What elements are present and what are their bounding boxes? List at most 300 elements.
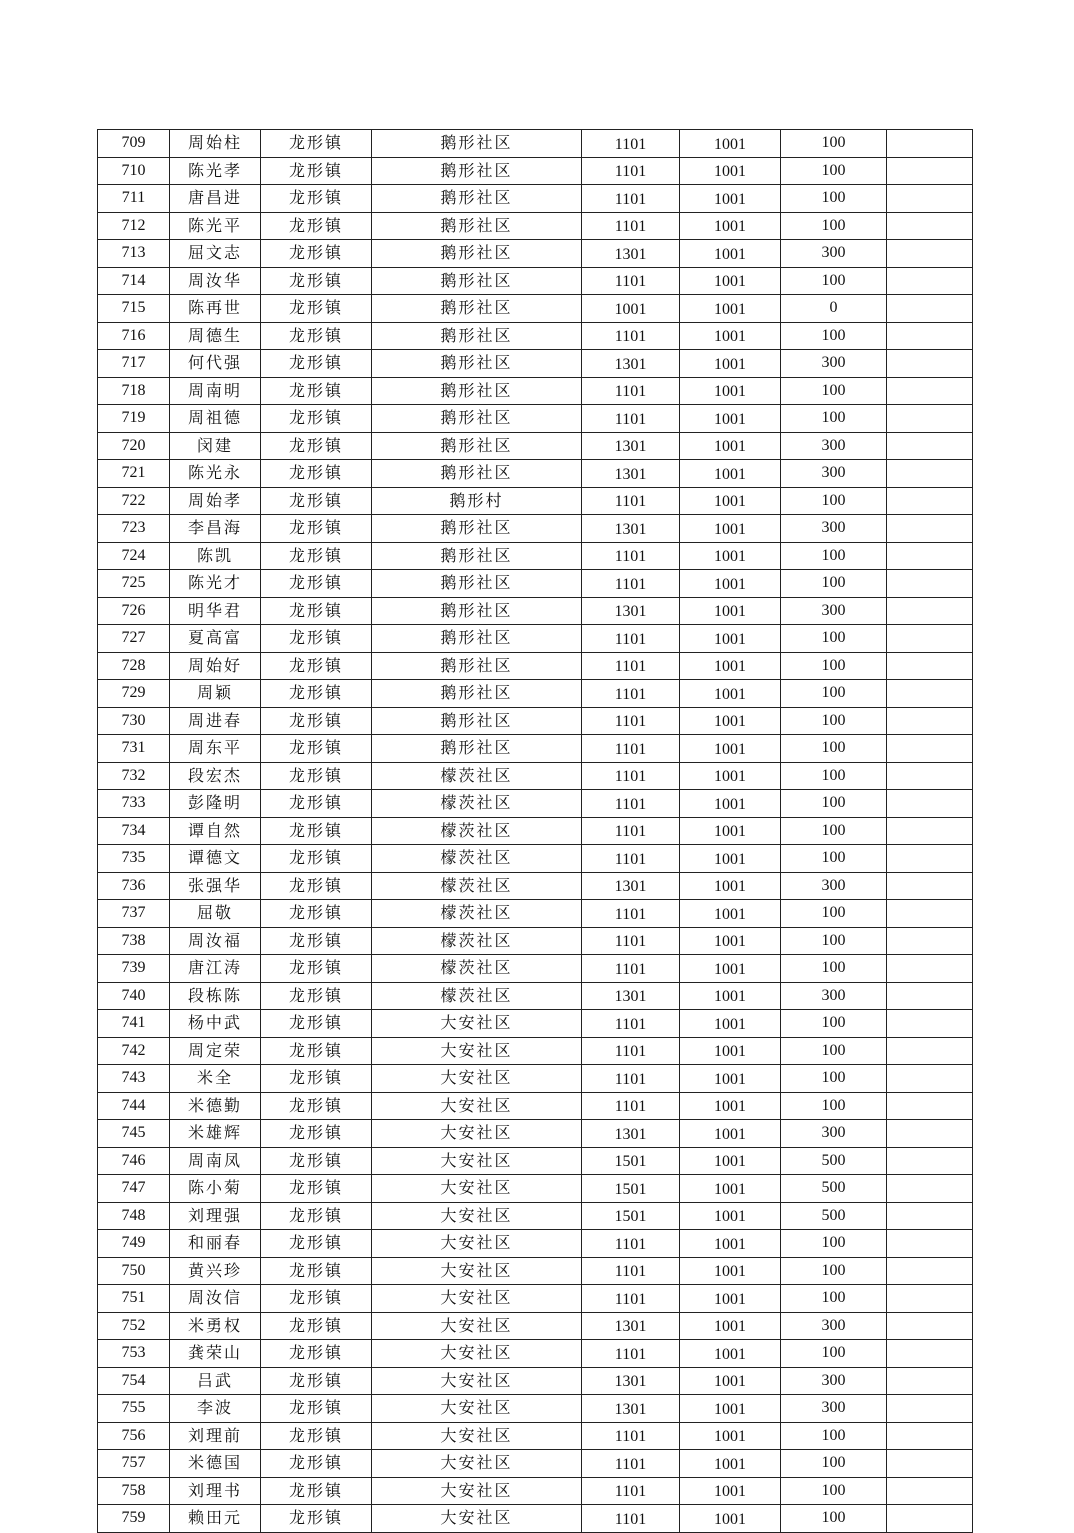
code-a-cell: 1301 — [582, 597, 680, 625]
code-a-cell: 1101 — [582, 1285, 680, 1313]
community-cell: 鹅形社区 — [372, 322, 582, 350]
person-name-cell: 彭隆明 — [170, 790, 261, 818]
table-row — [98, 1422, 973, 1450]
community-cell: 檬茨社区 — [372, 762, 582, 790]
code-b-cell: 1001 — [680, 597, 781, 625]
remark-cell — [887, 817, 973, 845]
person-name-cell: 米勇权 — [170, 1312, 261, 1340]
amount-cell: 100 — [781, 570, 887, 598]
code-a-cell: 1101 — [582, 1340, 680, 1368]
table-row — [98, 1257, 973, 1285]
row-number-cell: 741 — [98, 1010, 170, 1038]
row-number-cell: 731 — [98, 735, 170, 763]
table-row — [98, 927, 973, 955]
person-name-cell: 刘理强 — [170, 1202, 261, 1230]
amount-cell: 100 — [781, 762, 887, 790]
remark-cell — [887, 652, 973, 680]
amount-cell: 100 — [781, 817, 887, 845]
town-cell: 龙形镇 — [261, 542, 372, 570]
person-name-cell: 龚荣山 — [170, 1340, 261, 1368]
code-b-cell: 1001 — [680, 377, 781, 405]
remark-cell — [887, 1422, 973, 1450]
amount-cell: 100 — [781, 900, 887, 928]
remark-cell — [887, 1367, 973, 1395]
code-a-cell: 1501 — [582, 1202, 680, 1230]
amount-cell: 100 — [781, 1092, 887, 1120]
amount-cell: 100 — [781, 267, 887, 295]
code-b-cell: 1001 — [680, 267, 781, 295]
amount-cell: 300 — [781, 460, 887, 488]
code-b-cell: 1001 — [680, 1010, 781, 1038]
code-a-cell: 1101 — [582, 680, 680, 708]
row-number-cell: 721 — [98, 460, 170, 488]
person-name-cell: 谭自然 — [170, 817, 261, 845]
code-b-cell: 1001 — [680, 157, 781, 185]
code-b-cell: 1001 — [680, 1340, 781, 1368]
remark-cell — [887, 240, 973, 268]
amount-cell: 100 — [781, 652, 887, 680]
community-cell: 檬茨社区 — [372, 790, 582, 818]
code-b-cell: 1001 — [680, 322, 781, 350]
community-cell: 鹅形社区 — [372, 570, 582, 598]
code-b-cell: 1001 — [680, 680, 781, 708]
table-row — [98, 487, 973, 515]
code-a-cell: 1101 — [582, 267, 680, 295]
table-row — [98, 1395, 973, 1423]
code-b-cell: 1001 — [680, 515, 781, 543]
code-a-cell: 1301 — [582, 1367, 680, 1395]
amount-cell: 100 — [781, 680, 887, 708]
community-cell: 鹅形社区 — [372, 350, 582, 378]
code-a-cell: 1101 — [582, 570, 680, 598]
community-cell: 大安社区 — [372, 1175, 582, 1203]
remark-cell — [887, 597, 973, 625]
row-number-cell: 750 — [98, 1257, 170, 1285]
amount-cell: 100 — [781, 1340, 887, 1368]
person-name-cell: 米全 — [170, 1065, 261, 1093]
person-name-cell: 唐昌进 — [170, 185, 261, 213]
code-a-cell: 1101 — [582, 625, 680, 653]
town-cell: 龙形镇 — [261, 1065, 372, 1093]
person-name-cell: 赖田元 — [170, 1505, 261, 1533]
table-row — [98, 1010, 973, 1038]
code-b-cell: 1001 — [680, 625, 781, 653]
town-cell: 龙形镇 — [261, 570, 372, 598]
community-cell: 大安社区 — [372, 1367, 582, 1395]
code-a-cell: 1101 — [582, 1257, 680, 1285]
town-cell: 龙形镇 — [261, 295, 372, 323]
amount-cell: 300 — [781, 597, 887, 625]
code-b-cell: 1001 — [680, 1120, 781, 1148]
person-name-cell: 段栋陈 — [170, 982, 261, 1010]
table-row — [98, 130, 973, 158]
code-b-cell: 1001 — [680, 212, 781, 240]
community-cell: 鹅形社区 — [372, 130, 582, 158]
town-cell: 龙形镇 — [261, 625, 372, 653]
code-a-cell: 1301 — [582, 432, 680, 460]
row-number-cell: 752 — [98, 1312, 170, 1340]
person-name-cell: 周祖德 — [170, 405, 261, 433]
person-name-cell: 周汝福 — [170, 927, 261, 955]
person-name-cell: 周南凤 — [170, 1147, 261, 1175]
person-name-cell: 吕武 — [170, 1367, 261, 1395]
row-number-cell: 736 — [98, 872, 170, 900]
code-a-cell: 1101 — [582, 1010, 680, 1038]
table-row — [98, 1175, 973, 1203]
remark-cell — [887, 872, 973, 900]
code-a-cell: 1101 — [582, 735, 680, 763]
row-number-cell: 737 — [98, 900, 170, 928]
table-row — [98, 1065, 973, 1093]
remark-cell — [887, 322, 973, 350]
table-row — [98, 790, 973, 818]
community-cell: 大安社区 — [372, 1147, 582, 1175]
row-number-cell: 734 — [98, 817, 170, 845]
amount-cell: 100 — [781, 845, 887, 873]
remark-cell — [887, 1450, 973, 1478]
row-number-cell: 740 — [98, 982, 170, 1010]
code-b-cell: 1001 — [680, 295, 781, 323]
code-a-cell: 1101 — [582, 927, 680, 955]
code-b-cell: 1001 — [680, 1312, 781, 1340]
code-b-cell: 1001 — [680, 185, 781, 213]
person-name-cell: 陈小菊 — [170, 1175, 261, 1203]
row-number-cell: 751 — [98, 1285, 170, 1313]
remark-cell — [887, 1257, 973, 1285]
table-row — [98, 900, 973, 928]
town-cell: 龙形镇 — [261, 130, 372, 158]
town-cell: 龙形镇 — [261, 982, 372, 1010]
town-cell: 龙形镇 — [261, 762, 372, 790]
town-cell: 龙形镇 — [261, 872, 372, 900]
remark-cell — [887, 955, 973, 983]
town-cell: 龙形镇 — [261, 900, 372, 928]
town-cell: 龙形镇 — [261, 652, 372, 680]
code-b-cell: 1001 — [680, 542, 781, 570]
person-name-cell: 何代强 — [170, 350, 261, 378]
community-cell: 檬茨社区 — [372, 927, 582, 955]
code-b-cell: 1001 — [680, 487, 781, 515]
table-row — [98, 1120, 973, 1148]
code-b-cell: 1001 — [680, 982, 781, 1010]
table-row — [98, 240, 973, 268]
town-cell: 龙形镇 — [261, 1092, 372, 1120]
person-name-cell: 周定荣 — [170, 1037, 261, 1065]
row-number-cell: 710 — [98, 157, 170, 185]
community-cell: 大安社区 — [372, 1202, 582, 1230]
town-cell: 龙形镇 — [261, 157, 372, 185]
remark-cell — [887, 570, 973, 598]
person-name-cell: 陈凯 — [170, 542, 261, 570]
remark-cell — [887, 460, 973, 488]
table-row — [98, 1037, 973, 1065]
town-cell: 龙形镇 — [261, 597, 372, 625]
code-a-cell: 1101 — [582, 1477, 680, 1505]
code-a-cell: 1101 — [582, 487, 680, 515]
community-cell: 鹅形社区 — [372, 185, 582, 213]
table-row — [98, 515, 973, 543]
amount-cell: 300 — [781, 982, 887, 1010]
community-cell: 鹅形社区 — [372, 267, 582, 295]
town-cell: 龙形镇 — [261, 460, 372, 488]
person-name-cell: 周汝信 — [170, 1285, 261, 1313]
table-row — [98, 652, 973, 680]
community-cell: 鹅形社区 — [372, 460, 582, 488]
amount-cell: 100 — [781, 1505, 887, 1533]
code-a-cell: 1101 — [582, 542, 680, 570]
person-name-cell: 李昌海 — [170, 515, 261, 543]
code-b-cell: 1001 — [680, 1147, 781, 1175]
amount-cell: 100 — [781, 1065, 887, 1093]
amount-cell: 100 — [781, 1010, 887, 1038]
town-cell: 龙形镇 — [261, 1257, 372, 1285]
code-a-cell: 1301 — [582, 1312, 680, 1340]
code-a-cell: 1101 — [582, 955, 680, 983]
remark-cell — [887, 377, 973, 405]
remark-cell — [887, 900, 973, 928]
remark-cell — [887, 1010, 973, 1038]
table-row — [98, 295, 973, 323]
community-cell: 大安社区 — [372, 1395, 582, 1423]
code-a-cell: 1301 — [582, 460, 680, 488]
town-cell: 龙形镇 — [261, 817, 372, 845]
remark-cell — [887, 130, 973, 158]
table-row — [98, 432, 973, 460]
town-cell: 龙形镇 — [261, 487, 372, 515]
row-number-cell: 742 — [98, 1037, 170, 1065]
community-cell: 鹅形社区 — [372, 597, 582, 625]
remark-cell — [887, 1147, 973, 1175]
person-name-cell: 屈文志 — [170, 240, 261, 268]
code-a-cell: 1101 — [582, 707, 680, 735]
person-name-cell: 谭德文 — [170, 845, 261, 873]
row-number-cell: 727 — [98, 625, 170, 653]
community-cell: 鹅形社区 — [372, 432, 582, 460]
code-b-cell: 1001 — [680, 1395, 781, 1423]
remark-cell — [887, 1340, 973, 1368]
remark-cell — [887, 185, 973, 213]
amount-cell: 300 — [781, 1395, 887, 1423]
row-number-cell: 759 — [98, 1505, 170, 1533]
amount-cell: 100 — [781, 625, 887, 653]
town-cell: 龙形镇 — [261, 1120, 372, 1148]
person-name-cell: 陈光平 — [170, 212, 261, 240]
person-name-cell: 周颖 — [170, 680, 261, 708]
amount-cell: 100 — [781, 1285, 887, 1313]
amount-cell: 100 — [781, 212, 887, 240]
remark-cell — [887, 542, 973, 570]
remark-cell — [887, 735, 973, 763]
person-name-cell: 陈光才 — [170, 570, 261, 598]
community-cell: 大安社区 — [372, 1477, 582, 1505]
town-cell: 龙形镇 — [261, 377, 372, 405]
town-cell: 龙形镇 — [261, 1367, 372, 1395]
table-row — [98, 322, 973, 350]
remark-cell — [887, 515, 973, 543]
table-row — [98, 817, 973, 845]
table-row — [98, 597, 973, 625]
person-name-cell: 屈敬 — [170, 900, 261, 928]
person-name-cell: 米德国 — [170, 1450, 261, 1478]
town-cell: 龙形镇 — [261, 432, 372, 460]
code-b-cell: 1001 — [680, 1477, 781, 1505]
remark-cell — [887, 1230, 973, 1258]
person-name-cell: 周南明 — [170, 377, 261, 405]
code-b-cell: 1001 — [680, 1092, 781, 1120]
table-row — [98, 982, 973, 1010]
row-number-cell: 730 — [98, 707, 170, 735]
code-b-cell: 1001 — [680, 817, 781, 845]
person-name-cell: 陈光孝 — [170, 157, 261, 185]
table-row — [98, 377, 973, 405]
community-cell: 大安社区 — [372, 1092, 582, 1120]
row-number-cell: 719 — [98, 405, 170, 433]
code-b-cell: 1001 — [680, 927, 781, 955]
code-b-cell: 1001 — [680, 130, 781, 158]
code-b-cell: 1001 — [680, 872, 781, 900]
remark-cell — [887, 680, 973, 708]
town-cell: 龙形镇 — [261, 1422, 372, 1450]
code-a-cell: 1101 — [582, 157, 680, 185]
row-number-cell: 738 — [98, 927, 170, 955]
person-name-cell: 刘理书 — [170, 1477, 261, 1505]
code-b-cell: 1001 — [680, 350, 781, 378]
amount-cell: 500 — [781, 1175, 887, 1203]
community-cell: 檬茨社区 — [372, 955, 582, 983]
amount-cell: 100 — [781, 130, 887, 158]
town-cell: 龙形镇 — [261, 845, 372, 873]
code-b-cell: 1001 — [680, 1230, 781, 1258]
person-name-cell: 周始柱 — [170, 130, 261, 158]
code-b-cell: 1001 — [680, 707, 781, 735]
amount-cell: 100 — [781, 1257, 887, 1285]
person-name-cell: 米雄辉 — [170, 1120, 261, 1148]
remark-cell — [887, 1120, 973, 1148]
code-b-cell: 1001 — [680, 460, 781, 488]
table-row — [98, 1505, 973, 1533]
town-cell: 龙形镇 — [261, 1505, 372, 1533]
community-cell: 鹅形社区 — [372, 157, 582, 185]
code-a-cell: 1001 — [582, 295, 680, 323]
person-name-cell: 周汝华 — [170, 267, 261, 295]
code-b-cell: 1001 — [680, 735, 781, 763]
remark-cell — [887, 212, 973, 240]
code-a-cell: 1101 — [582, 185, 680, 213]
roster-table — [97, 129, 973, 1533]
code-a-cell: 1101 — [582, 1422, 680, 1450]
code-b-cell: 1001 — [680, 1422, 781, 1450]
amount-cell: 100 — [781, 157, 887, 185]
town-cell: 龙形镇 — [261, 1450, 372, 1478]
community-cell: 大安社区 — [372, 1065, 582, 1093]
amount-cell: 300 — [781, 240, 887, 268]
code-a-cell: 1101 — [582, 212, 680, 240]
amount-cell: 300 — [781, 1367, 887, 1395]
table-row — [98, 1450, 973, 1478]
table-body — [98, 130, 973, 1533]
table-row — [98, 542, 973, 570]
remark-cell — [887, 1065, 973, 1093]
row-number-cell: 735 — [98, 845, 170, 873]
town-cell: 龙形镇 — [261, 955, 372, 983]
amount-cell: 100 — [781, 1450, 887, 1478]
table-row — [98, 350, 973, 378]
row-number-cell: 744 — [98, 1092, 170, 1120]
remark-cell — [887, 1505, 973, 1533]
row-number-cell: 757 — [98, 1450, 170, 1478]
row-number-cell: 716 — [98, 322, 170, 350]
remark-cell — [887, 295, 973, 323]
town-cell: 龙形镇 — [261, 240, 372, 268]
town-cell: 龙形镇 — [261, 735, 372, 763]
row-number-cell: 712 — [98, 212, 170, 240]
person-name-cell: 杨中武 — [170, 1010, 261, 1038]
code-a-cell: 1101 — [582, 1092, 680, 1120]
community-cell: 檬茨社区 — [372, 817, 582, 845]
community-cell: 大安社区 — [372, 1450, 582, 1478]
remark-cell — [887, 1202, 973, 1230]
remark-cell — [887, 707, 973, 735]
remark-cell — [887, 845, 973, 873]
community-cell: 鹅形社区 — [372, 240, 582, 268]
row-number-cell: 713 — [98, 240, 170, 268]
table-row — [98, 570, 973, 598]
table-row — [98, 267, 973, 295]
table-row — [98, 1230, 973, 1258]
amount-cell: 100 — [781, 542, 887, 570]
town-cell: 龙形镇 — [261, 185, 372, 213]
code-a-cell: 1101 — [582, 405, 680, 433]
person-name-cell: 张强华 — [170, 872, 261, 900]
person-name-cell: 黄兴珍 — [170, 1257, 261, 1285]
town-cell: 龙形镇 — [261, 267, 372, 295]
remark-cell — [887, 157, 973, 185]
code-a-cell: 1101 — [582, 130, 680, 158]
town-cell: 龙形镇 — [261, 322, 372, 350]
row-number-cell: 720 — [98, 432, 170, 460]
code-a-cell: 1501 — [582, 1147, 680, 1175]
person-name-cell: 唐江涛 — [170, 955, 261, 983]
table-row — [98, 762, 973, 790]
town-cell: 龙形镇 — [261, 1312, 372, 1340]
code-a-cell: 1301 — [582, 982, 680, 1010]
row-number-cell: 746 — [98, 1147, 170, 1175]
code-a-cell: 1101 — [582, 1230, 680, 1258]
row-number-cell: 743 — [98, 1065, 170, 1093]
amount-cell: 100 — [781, 707, 887, 735]
community-cell: 鹅形社区 — [372, 542, 582, 570]
code-b-cell: 1001 — [680, 845, 781, 873]
row-number-cell: 749 — [98, 1230, 170, 1258]
row-number-cell: 745 — [98, 1120, 170, 1148]
row-number-cell: 747 — [98, 1175, 170, 1203]
row-number-cell: 724 — [98, 542, 170, 570]
town-cell: 龙形镇 — [261, 927, 372, 955]
amount-cell: 100 — [781, 927, 887, 955]
table-row — [98, 185, 973, 213]
community-cell: 大安社区 — [372, 1505, 582, 1533]
town-cell: 龙形镇 — [261, 1202, 372, 1230]
table-row — [98, 1340, 973, 1368]
amount-cell: 0 — [781, 295, 887, 323]
row-number-cell: 723 — [98, 515, 170, 543]
person-name-cell: 陈再世 — [170, 295, 261, 323]
code-a-cell: 1101 — [582, 1505, 680, 1533]
community-cell: 鹅形社区 — [372, 680, 582, 708]
person-name-cell: 周德生 — [170, 322, 261, 350]
remark-cell — [887, 487, 973, 515]
town-cell: 龙形镇 — [261, 1010, 372, 1038]
